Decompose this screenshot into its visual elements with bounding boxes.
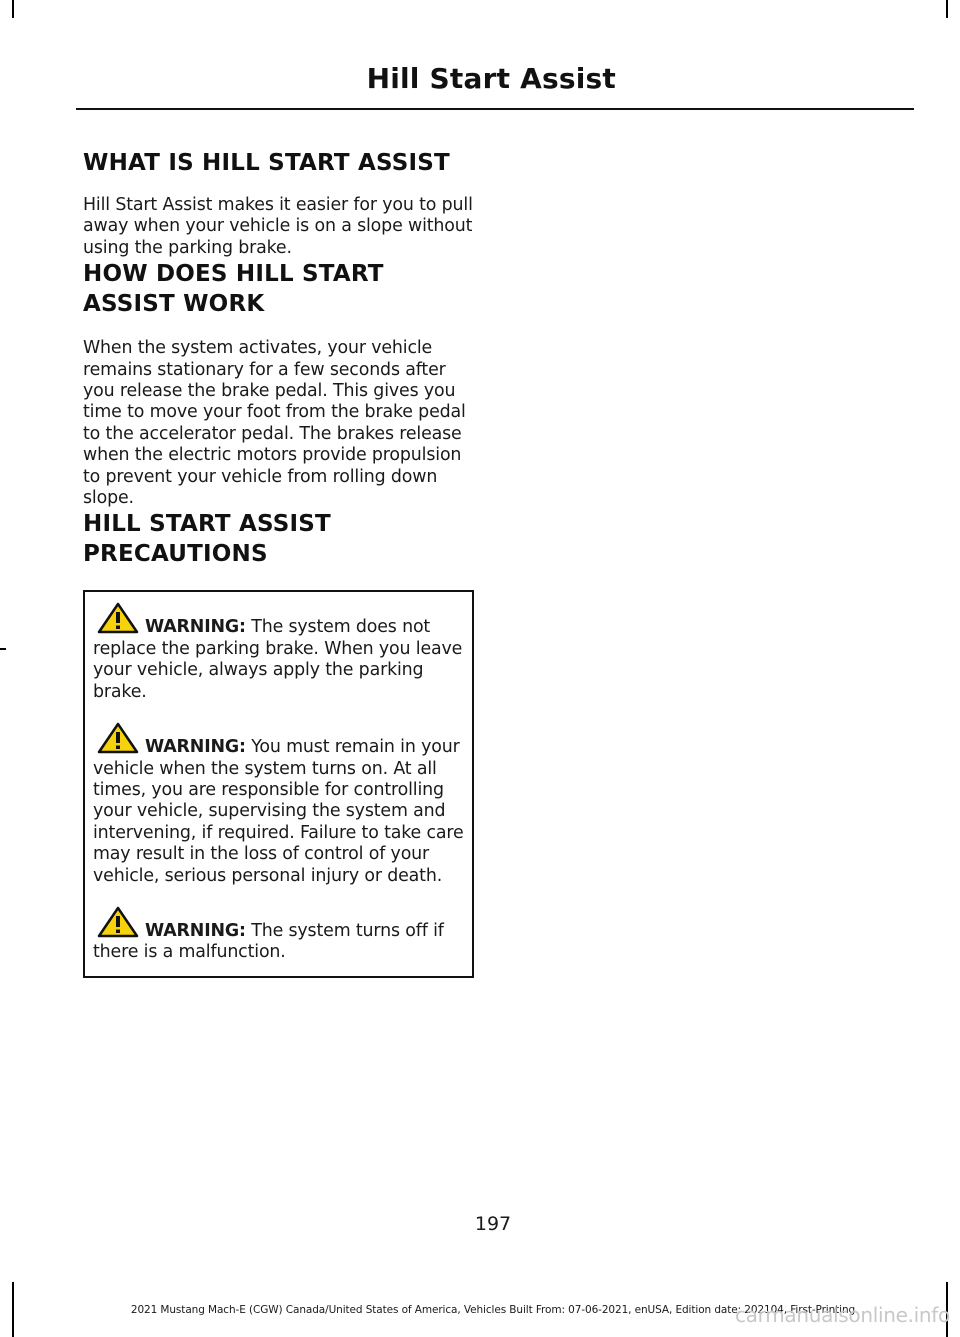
warning-triangle-icon <box>97 602 139 634</box>
heading-what-is: WHAT IS HILL START ASSIST <box>83 150 450 176</box>
heading-how-line-1: HOW DOES HILL START <box>83 261 384 288</box>
warning-triangle-icon <box>97 906 139 938</box>
page-title: Hill Start Assist <box>366 62 616 95</box>
watermark: carmanualsonline.info <box>734 1303 950 1327</box>
heading-how-line-2: ASSIST WORK <box>83 291 265 318</box>
warning-label: WARNING: <box>145 920 246 941</box>
warning-label: WARNING: <box>145 617 246 638</box>
footer-edition-info: 2021 Mustang Mach-E (CGW) Canada/United States of America, Vehicles Built From: 07-06-2021, enUSA, Edition date: 202104, First-Printing <box>130 1304 856 1316</box>
warning-item <box>93 602 466 703</box>
warning-item <box>93 722 466 887</box>
paragraph-how-does: When the system activates, your vehicle remains stationary for a few seconds after you release the brake pedal. This gives you time to move your foot from the brake pedal to the accelerator pedal. The brakes release when the electric motors provide propulsion to prevent your vehicle from rolling down slope. <box>83 338 466 509</box>
warning-triangle-icon <box>97 722 139 754</box>
paragraph-what-is: Hill Start Assist makes it easier for you to pull away when your vehicle is on a slope without using the parking brake. <box>83 195 473 258</box>
warning-text: You must remain in your vehicle when the system turns on. At all times, you are responsible for controlling your vehicle, supervising the system and intervening, if required. Failure to take care may result in the loss of control of your vehicle, serious personal injury or death. <box>93 737 464 886</box>
warning-text: The system turns off if there is a malfunction. <box>93 920 444 963</box>
crop-mark-top-left-vertical <box>12 0 14 18</box>
warning-box <box>83 590 474 977</box>
warning-label: WARNING: <box>145 737 246 758</box>
crop-mark-left-tick <box>0 648 6 650</box>
warning-item <box>93 906 466 964</box>
heading-precautions-line-1: HILL START ASSIST <box>83 511 331 538</box>
page-header <box>76 58 914 110</box>
main-content <box>83 148 475 978</box>
page-number: 197 <box>474 1213 512 1235</box>
crop-mark-top-right-vertical <box>946 0 948 18</box>
warning-text: The system does not replace the parking brake. When you leave your vehicle, always apply the parking brake. <box>93 617 463 702</box>
heading-how-does <box>83 259 475 319</box>
heading-precautions <box>83 509 475 569</box>
heading-precautions-line-2: PRECAUTIONS <box>83 541 268 568</box>
